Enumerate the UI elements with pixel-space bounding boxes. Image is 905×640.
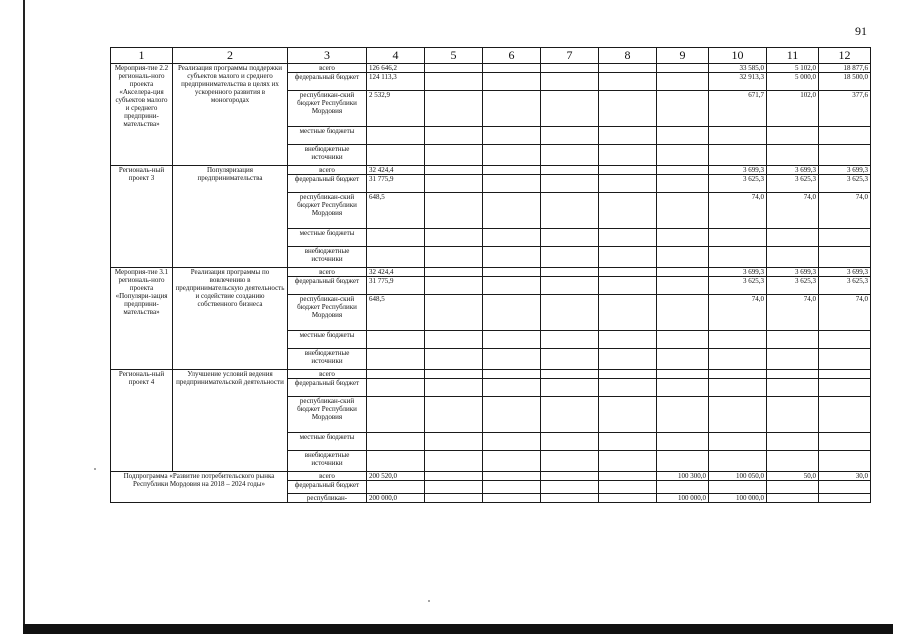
measure-description-cell: Реализация программы по вовлечению в предпринимательскую деятельность и содействие созданию собственного бизнеса <box>173 268 288 370</box>
total-amount-cell <box>367 349 425 370</box>
year-amount-cell <box>541 349 599 370</box>
measure-description-cell: Улучшение условий ведения предпринимательской деятельности <box>173 370 288 472</box>
total-amount-cell <box>367 370 425 379</box>
year-amount-cell <box>599 145 657 166</box>
year-amount-cell <box>425 472 483 481</box>
year-amount-cell: 30,0 <box>819 472 871 481</box>
year-amount-cell <box>709 481 767 494</box>
funding-source-cell: всего <box>288 64 367 73</box>
total-amount-cell <box>367 481 425 494</box>
funding-source-cell: местные бюджеты <box>288 433 367 451</box>
measure-name-cell: Региональ-ный проект 4 <box>111 370 173 472</box>
measure-name-cell: Региональ-ный проект 3 <box>111 166 173 268</box>
total-amount-cell: 31 775,9 <box>367 277 425 295</box>
year-amount-cell <box>425 277 483 295</box>
year-amount-cell <box>819 370 871 379</box>
total-amount-cell <box>367 247 425 268</box>
year-amount-cell: 3 625,3 <box>709 175 767 193</box>
year-amount-cell <box>541 472 599 481</box>
year-amount-cell <box>483 64 541 73</box>
year-amount-cell <box>819 481 871 494</box>
year-amount-cell <box>425 481 483 494</box>
year-amount-cell <box>767 397 819 433</box>
year-amount-cell <box>709 331 767 349</box>
measure-name-cell: Мероприя-тие 2.2 региональ-ного проекта «Акселера-ция субъектов малого и среднего предприни-мательства» <box>111 64 173 166</box>
year-amount-cell <box>483 379 541 397</box>
total-amount-cell: 200 000,0 <box>367 494 425 503</box>
funding-source-cell: республикан-ский бюджет Республики Мордовия <box>288 295 367 331</box>
year-amount-cell <box>483 277 541 295</box>
scan-bottom-edge <box>23 624 893 634</box>
year-amount-cell <box>425 349 483 370</box>
year-amount-cell <box>541 175 599 193</box>
year-amount-cell <box>657 349 709 370</box>
year-amount-cell <box>819 349 871 370</box>
year-amount-cell <box>599 295 657 331</box>
year-amount-cell: 3 699,3 <box>819 268 871 277</box>
year-amount-cell: 74,0 <box>709 295 767 331</box>
budget-table <box>110 47 871 503</box>
header-cell: 6 <box>483 48 541 64</box>
year-amount-cell <box>599 127 657 145</box>
year-amount-cell: 33 585,0 <box>709 64 767 73</box>
total-amount-cell <box>367 433 425 451</box>
year-amount-cell <box>425 295 483 331</box>
total-amount-cell: 648,5 <box>367 295 425 331</box>
year-amount-cell: 3 625,3 <box>819 277 871 295</box>
year-amount-cell <box>657 127 709 145</box>
year-amount-cell <box>599 494 657 503</box>
total-amount-cell <box>367 451 425 472</box>
table-row <box>111 472 871 481</box>
year-amount-cell: 3 699,3 <box>767 268 819 277</box>
year-amount-cell <box>657 268 709 277</box>
year-amount-cell <box>819 229 871 247</box>
year-amount-cell <box>767 229 819 247</box>
year-amount-cell <box>599 166 657 175</box>
funding-source-cell: внебюджетные источники <box>288 145 367 166</box>
header-cell: 12 <box>819 48 871 64</box>
year-amount-cell <box>767 433 819 451</box>
subprogram-title-cell: Подпрограмма «Развитие потребительского рынка Республики Мордовия на 2018 – 2024 годы» <box>111 472 288 503</box>
year-amount-cell: 3 625,3 <box>819 175 871 193</box>
measure-description-cell: Популяризация предпринимательства <box>173 166 288 268</box>
year-amount-cell: 3 699,3 <box>819 166 871 175</box>
year-amount-cell: 18 500,0 <box>819 73 871 91</box>
year-amount-cell <box>657 379 709 397</box>
year-amount-cell <box>599 433 657 451</box>
header-cell: 8 <box>599 48 657 64</box>
year-amount-cell <box>709 349 767 370</box>
funding-source-cell: республикан-ский бюджет Республики Мордовия <box>288 193 367 229</box>
funding-source-cell: внебюджетные источники <box>288 247 367 268</box>
year-amount-cell <box>425 370 483 379</box>
total-amount-cell <box>367 145 425 166</box>
year-amount-cell <box>767 331 819 349</box>
year-amount-cell <box>425 433 483 451</box>
funding-source-cell: внебюджетные источники <box>288 451 367 472</box>
year-amount-cell <box>483 349 541 370</box>
year-amount-cell <box>819 451 871 472</box>
funding-source-cell: федеральный бюджет <box>288 481 367 494</box>
year-amount-cell <box>483 331 541 349</box>
table-row <box>111 370 871 379</box>
year-amount-cell <box>541 229 599 247</box>
scan-left-edge <box>23 0 25 634</box>
year-amount-cell <box>483 229 541 247</box>
year-amount-cell <box>657 193 709 229</box>
year-amount-cell <box>657 397 709 433</box>
year-amount-cell <box>541 277 599 295</box>
year-amount-cell <box>657 277 709 295</box>
year-amount-cell <box>541 127 599 145</box>
year-amount-cell <box>541 193 599 229</box>
year-amount-cell <box>541 295 599 331</box>
year-amount-cell <box>599 331 657 349</box>
header-cell: 3 <box>288 48 367 64</box>
year-amount-cell <box>483 175 541 193</box>
year-amount-cell <box>819 247 871 268</box>
table-row <box>111 166 871 175</box>
total-amount-cell: 124 113,3 <box>367 73 425 91</box>
year-amount-cell <box>541 247 599 268</box>
year-amount-cell <box>483 73 541 91</box>
year-amount-cell <box>767 379 819 397</box>
measure-name-cell: Мероприя-тие 3.1 региональ-ного проекта «Популяри-зация предприни-мательства» <box>111 268 173 370</box>
year-amount-cell <box>599 91 657 127</box>
year-amount-cell <box>541 433 599 451</box>
year-amount-cell <box>657 229 709 247</box>
year-amount-cell: 74,0 <box>709 193 767 229</box>
year-amount-cell <box>425 64 483 73</box>
year-amount-cell <box>599 247 657 268</box>
page-number: 91 <box>855 24 867 38</box>
year-amount-cell <box>483 193 541 229</box>
year-amount-cell <box>709 229 767 247</box>
year-amount-cell <box>483 494 541 503</box>
year-amount-cell <box>425 397 483 433</box>
year-amount-cell <box>709 145 767 166</box>
year-amount-cell <box>657 64 709 73</box>
year-amount-cell: 74,0 <box>819 295 871 331</box>
year-amount-cell: 18 877,6 <box>819 64 871 73</box>
year-amount-cell: 50,0 <box>767 472 819 481</box>
year-amount-cell <box>483 268 541 277</box>
year-amount-cell <box>599 229 657 247</box>
year-amount-cell <box>483 145 541 166</box>
year-amount-cell <box>483 472 541 481</box>
year-amount-cell <box>657 91 709 127</box>
header-cell: 7 <box>541 48 599 64</box>
year-amount-cell <box>767 481 819 494</box>
funding-source-cell: местные бюджеты <box>288 331 367 349</box>
total-amount-cell: 32 424,4 <box>367 166 425 175</box>
year-amount-cell: 74,0 <box>767 295 819 331</box>
year-amount-cell <box>599 472 657 481</box>
year-amount-cell <box>709 247 767 268</box>
header-cell: 2 <box>173 48 288 64</box>
year-amount-cell <box>425 494 483 503</box>
total-amount-cell: 2 532,9 <box>367 91 425 127</box>
year-amount-cell <box>599 268 657 277</box>
year-amount-cell <box>425 73 483 91</box>
year-amount-cell <box>599 175 657 193</box>
year-amount-cell <box>819 433 871 451</box>
year-amount-cell <box>541 268 599 277</box>
year-amount-cell <box>767 451 819 472</box>
year-amount-cell <box>425 175 483 193</box>
year-amount-cell <box>483 397 541 433</box>
year-amount-cell: 74,0 <box>819 193 871 229</box>
year-amount-cell <box>599 379 657 397</box>
funding-source-cell: всего <box>288 370 367 379</box>
year-amount-cell <box>541 91 599 127</box>
year-amount-cell: 3 699,3 <box>709 268 767 277</box>
year-amount-cell <box>767 247 819 268</box>
year-amount-cell <box>425 229 483 247</box>
year-amount-cell: 32 913,3 <box>709 73 767 91</box>
year-amount-cell <box>483 370 541 379</box>
funding-source-cell: всего <box>288 268 367 277</box>
year-amount-cell <box>657 247 709 268</box>
year-amount-cell <box>541 145 599 166</box>
year-amount-cell <box>483 247 541 268</box>
year-amount-cell <box>599 349 657 370</box>
header-cell: 11 <box>767 48 819 64</box>
year-amount-cell <box>599 397 657 433</box>
funding-source-cell: федеральный бюджет <box>288 277 367 295</box>
year-amount-cell <box>599 451 657 472</box>
year-amount-cell <box>541 331 599 349</box>
header-cell: 9 <box>657 48 709 64</box>
year-amount-cell: 3 625,3 <box>767 277 819 295</box>
total-amount-cell <box>367 229 425 247</box>
year-amount-cell <box>657 331 709 349</box>
year-amount-cell <box>425 379 483 397</box>
year-amount-cell <box>819 145 871 166</box>
year-amount-cell <box>425 331 483 349</box>
year-amount-cell <box>819 397 871 433</box>
total-amount-cell <box>367 127 425 145</box>
year-amount-cell <box>425 91 483 127</box>
year-amount-cell <box>425 166 483 175</box>
year-amount-cell <box>483 481 541 494</box>
year-amount-cell <box>657 433 709 451</box>
funding-source-cell: местные бюджеты <box>288 229 367 247</box>
year-amount-cell <box>709 451 767 472</box>
funding-source-cell: республикан-ский бюджет Республики Мордовия <box>288 91 367 127</box>
header-cell: 10 <box>709 48 767 64</box>
year-amount-cell: 3 625,3 <box>767 175 819 193</box>
year-amount-cell <box>425 193 483 229</box>
year-amount-cell: 377,6 <box>819 91 871 127</box>
year-amount-cell <box>657 73 709 91</box>
table-row <box>111 64 871 73</box>
year-amount-cell <box>599 73 657 91</box>
header-cell: 5 <box>425 48 483 64</box>
year-amount-cell <box>657 166 709 175</box>
funding-source-cell: федеральный бюджет <box>288 175 367 193</box>
year-amount-cell: 74,0 <box>767 193 819 229</box>
year-amount-cell: 102,0 <box>767 91 819 127</box>
year-amount-cell: 3 699,3 <box>709 166 767 175</box>
year-amount-cell <box>599 277 657 295</box>
scan-speck <box>94 468 96 470</box>
year-amount-cell <box>819 331 871 349</box>
year-amount-cell <box>483 451 541 472</box>
year-amount-cell <box>425 145 483 166</box>
year-amount-cell <box>819 494 871 503</box>
year-amount-cell <box>541 451 599 472</box>
year-amount-cell <box>657 175 709 193</box>
scan-speck <box>428 600 430 602</box>
year-amount-cell <box>819 379 871 397</box>
total-amount-cell <box>367 331 425 349</box>
year-amount-cell <box>767 145 819 166</box>
total-amount-cell: 31 775,9 <box>367 175 425 193</box>
year-amount-cell <box>541 481 599 494</box>
year-amount-cell <box>425 268 483 277</box>
year-amount-cell: 671,7 <box>709 91 767 127</box>
year-amount-cell <box>483 91 541 127</box>
year-amount-cell <box>599 481 657 494</box>
year-amount-cell <box>709 433 767 451</box>
table-row <box>111 268 871 277</box>
year-amount-cell <box>541 494 599 503</box>
year-amount-cell <box>767 127 819 145</box>
year-amount-cell <box>483 127 541 145</box>
funding-source-cell: всего <box>288 166 367 175</box>
funding-source-cell: всего <box>288 472 367 481</box>
year-amount-cell <box>709 370 767 379</box>
year-amount-cell <box>767 370 819 379</box>
year-amount-cell <box>599 64 657 73</box>
year-amount-cell <box>709 379 767 397</box>
year-amount-cell <box>541 73 599 91</box>
year-amount-cell: 100 050,0 <box>709 472 767 481</box>
year-amount-cell <box>657 145 709 166</box>
year-amount-cell <box>483 295 541 331</box>
year-amount-cell <box>483 166 541 175</box>
total-amount-cell: 648,5 <box>367 193 425 229</box>
year-amount-cell: 100 000,0 <box>709 494 767 503</box>
funding-source-cell: внебюджетные источники <box>288 349 367 370</box>
year-amount-cell <box>541 370 599 379</box>
total-amount-cell: 126 646,2 <box>367 64 425 73</box>
funding-source-cell: республикан-ский бюджет Республики Мордовия <box>288 397 367 433</box>
year-amount-cell: 5 000,0 <box>767 73 819 91</box>
year-amount-cell <box>657 451 709 472</box>
year-amount-cell <box>657 481 709 494</box>
year-amount-cell <box>425 247 483 268</box>
year-amount-cell: 100 300,0 <box>657 472 709 481</box>
measure-description-cell: Реализация программы поддержки субъектов малого и среднего предпринимательства в целях их ускоренного развития в моногородах <box>173 64 288 166</box>
year-amount-cell <box>599 193 657 229</box>
total-amount-cell <box>367 379 425 397</box>
year-amount-cell <box>657 370 709 379</box>
year-amount-cell <box>709 127 767 145</box>
year-amount-cell <box>483 433 541 451</box>
year-amount-cell: 3 699,3 <box>767 166 819 175</box>
year-amount-cell <box>599 370 657 379</box>
total-amount-cell: 200 520,0 <box>367 472 425 481</box>
year-amount-cell <box>657 295 709 331</box>
header-row <box>111 48 871 64</box>
year-amount-cell <box>541 379 599 397</box>
year-amount-cell <box>709 397 767 433</box>
year-amount-cell: 5 102,0 <box>767 64 819 73</box>
year-amount-cell <box>819 127 871 145</box>
funding-source-cell: местные бюджеты <box>288 127 367 145</box>
year-amount-cell <box>425 127 483 145</box>
total-amount-cell: 32 424,4 <box>367 268 425 277</box>
header-cell: 1 <box>111 48 173 64</box>
funding-source-cell: федеральный бюджет <box>288 379 367 397</box>
header-cell: 4 <box>367 48 425 64</box>
year-amount-cell <box>541 397 599 433</box>
total-amount-cell <box>367 397 425 433</box>
year-amount-cell <box>541 64 599 73</box>
year-amount-cell: 3 625,3 <box>709 277 767 295</box>
year-amount-cell <box>767 349 819 370</box>
year-amount-cell: 100 000,0 <box>657 494 709 503</box>
year-amount-cell <box>425 451 483 472</box>
funding-source-cell: республикан- <box>288 494 367 503</box>
funding-source-cell: федеральный бюджет <box>288 73 367 91</box>
year-amount-cell <box>541 166 599 175</box>
year-amount-cell <box>767 494 819 503</box>
